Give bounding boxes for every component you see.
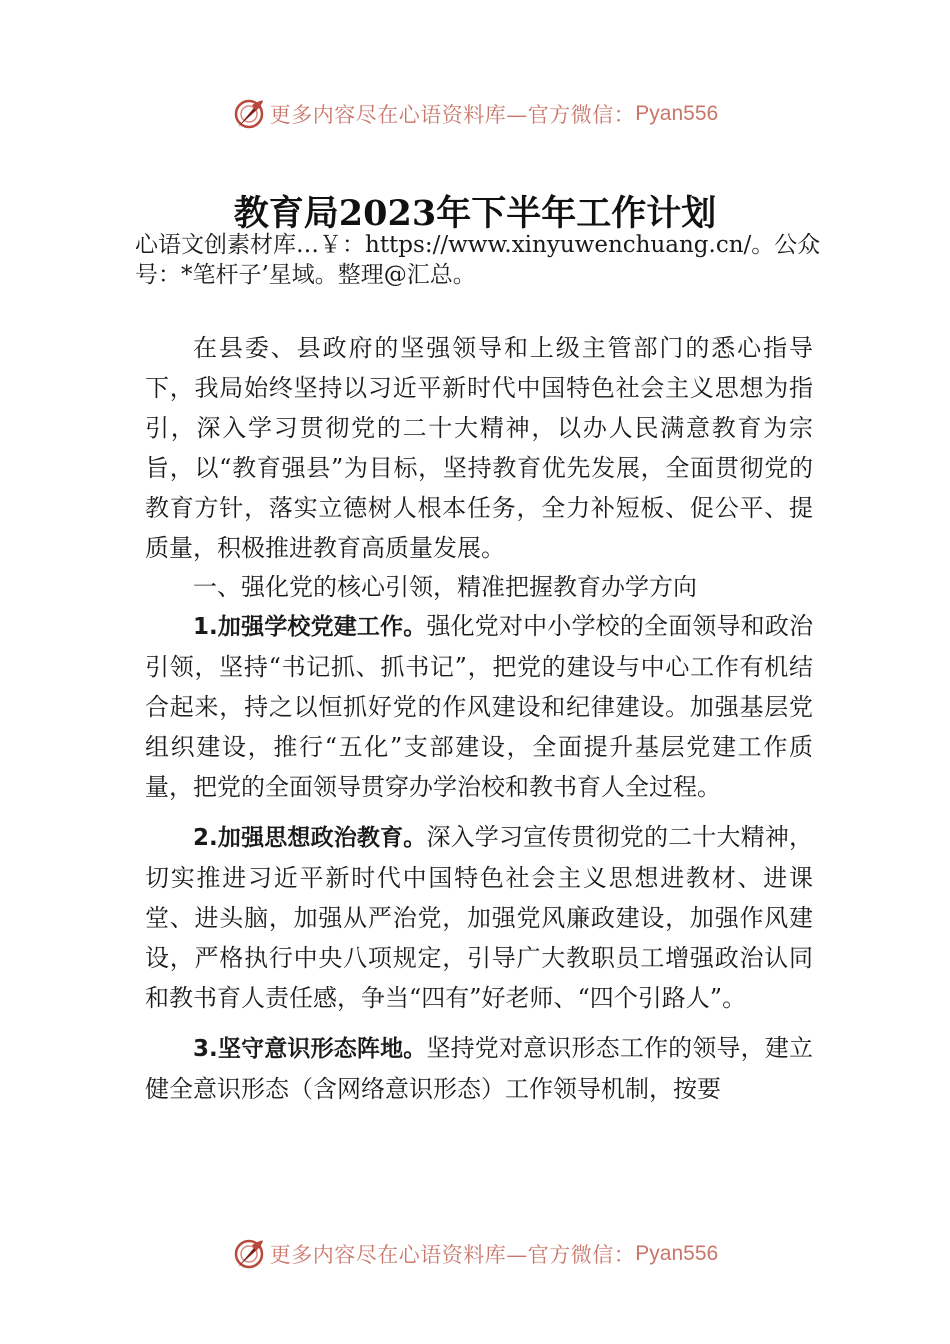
section-heading: 一、强化党的核心引领，精准把握教育办学方向 — [193, 573, 697, 601]
quill-logo-icon — [232, 97, 266, 131]
item-heading: 3.坚守意识形态阵地。 — [193, 1036, 427, 1062]
item-paragraph — [145, 606, 813, 807]
item-heading: 2.加强思想政治教育。 — [193, 825, 427, 851]
item-paragraph — [145, 817, 813, 1018]
footer-banner — [0, 1232, 950, 1276]
quill-logo-icon — [232, 1237, 266, 1271]
banner-slogan: 更多内容尽在心语资料库—官方微信： — [269, 1243, 636, 1267]
banner-wechat-id: Pyan556 — [635, 102, 719, 125]
intro-paragraph: 在县委、县政府的坚强领导和上级主管部门的悉心指导下，我局始终坚持以习近平新时代中国特色社会主义思想为指引，深入学习贯彻党的二十大精神，以办人民满意教育为宗旨，以“教育强县”为目标，坚持教育优先发展，全面贯彻党的教育方针，落实立德树人根本任务，全力补短板、促公平、提质量，积极推进教育高质量发展。 — [145, 334, 813, 562]
banner-wechat-id: Pyan556 — [635, 1242, 719, 1265]
item-paragraph — [145, 1028, 813, 1109]
source-line: 心语文创素材库…￥：https://www.xinyuwenchuang.cn/。公众号：*笔杆子’星域。整理@汇总。 — [135, 232, 821, 288]
document-title: 教育局2023年下半年工作计划 — [233, 193, 717, 234]
banner-slogan: 更多内容尽在心语资料库—官方微信： — [269, 103, 636, 127]
item-heading: 1.加强学校党建工作。 — [193, 614, 427, 640]
document-body — [145, 328, 813, 1119]
header-banner — [0, 92, 950, 136]
item-body: 坚持党对意识形态工作的领导，建立健全意识形态（含网络意识形态）工作领导机制，按要 — [145, 1034, 814, 1103]
item-body: 强化党对中小学校的全面领导和政治引领，坚持“书记抓、抓书记”，把党的建设与中心工作有机结合起来，持之以恒抓好党的作风建设和纪律建设。加强基层党组织建设，推行“五化”支部建设，全面提升基层党建工作质量，把党的全面领导贯穿办学治校和教书育人全过程。 — [145, 612, 814, 801]
item-body: 深入学习宣传贯彻党的二十大精神，切实推进习近平新时代中国特色社会主义思想进教材、进课堂、进头脑，加强从严治党，加强党风廉政建设，加强作风建设，严格执行中央八项规定，引导广大教职员工增强政治认同和教书育人责任感，争当“四有”好老师、“四个引路人”。 — [145, 823, 814, 1012]
